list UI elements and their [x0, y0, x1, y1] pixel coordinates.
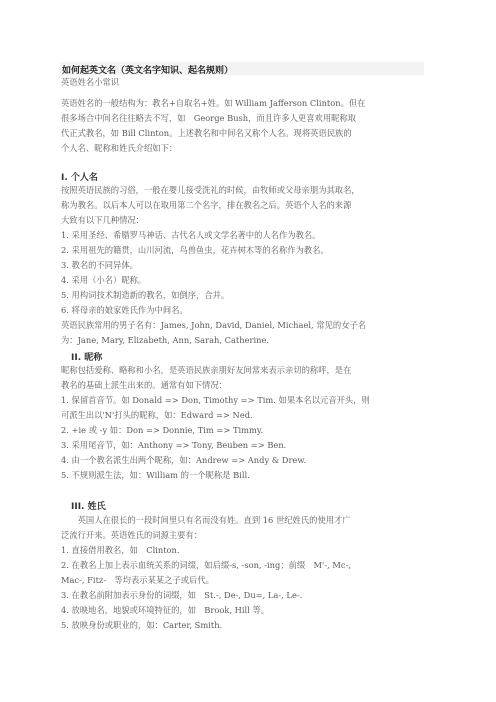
section2-line: 1. 保留首音节。如 Donald => Don, Timothy => Tim. 如果本名以元音开头，则 [61, 395, 370, 405]
intro-line: 很多场合中间名往往略去不写，如 George Bush，而且许多人更喜欢用昵称取 [61, 113, 357, 123]
section2-line: 3. 采用尾音节，如：Anthony => Tony, Beuben => Ben. [61, 440, 287, 450]
intro-line: 英语姓名的一般结构为：教名+自取名+姓。如 William Jafferson Clinton。但在 [61, 98, 366, 108]
document-subtitle: 英语姓名小常识 [61, 77, 120, 87]
section1-line: 大致有以下几种情况： [61, 215, 144, 225]
section1-line: 为：Jane, Mary, Elizabeth, Ann, Sarah, Catherine. [61, 335, 270, 345]
section-heading-surname: III. 姓氏 [71, 502, 106, 512]
section3-line: 5. 放映身份或职业的，如：Carter, Smith. [61, 620, 223, 630]
section3-line: 英国人在很长的一段时间里只有名而没有姓。直到 16 世纪姓氏的使用才广 [61, 515, 351, 525]
intro-line: 个人名、昵称和姓氏介绍如下： [61, 143, 178, 153]
intro-line: 代正式教名，如 Bill Clinton。上述教名和中间名又称个人名。现将英语民族的 [61, 128, 352, 138]
section-heading-nickname: II. 昵称 [71, 353, 103, 363]
section1-line: 5. 用构词技术制造新的教名，如倒序，合并。 [61, 290, 230, 300]
section3-line: 1. 直接借用教名，如 Clinton. [61, 545, 180, 555]
section2-line: 4. 由一个教名派生出两个昵称，如：Andrew => Andy & Drew. [61, 455, 307, 465]
section3-line: 泛流行开来。英语姓氏的词源主要有： [61, 530, 203, 540]
section2-line: 2. +ie 或 -y 如：Don => Donnie, Tim => Timmy. [61, 425, 264, 435]
section2-line: 昵称包括爱称、略称和小名，是英语民族亲朋好友间常来表示亲切的称呼，是在 [61, 365, 352, 375]
section1-line: 英语民族常用的男子名有：James, John, David, Daniel, Michael, 常见的女子名 [61, 320, 367, 330]
section3-line: 2. 在教名上加上表示血统关系的词缀，如后缀-s, -son, -ing；前缀 M'-, Mc-, [61, 560, 351, 570]
section1-line: 称为教名。以后本人可以在取用第二个名字，排在教名之后。英语个人名的来源 [61, 200, 352, 210]
document-title: 如何起英文名（英文名字知识、起名规则） [62, 66, 234, 76]
section3-line: 3. 在教名前附加表示身份的词缀，如 St.-, De-, Du=, La-, Le-. [61, 590, 303, 600]
section2-line: 5. 不规则派生法，如：William 的一个昵称是 Bill. [61, 470, 250, 480]
section1-line: 按照英语民族的习俗，一般在婴儿接受洗礼的时候，由牧师或父母亲朋为其取名， [61, 185, 360, 195]
section1-line: 3. 教名的不同异体。 [61, 260, 138, 270]
section1-line: 6. 将母亲的娘家姓氏作为中间名。 [61, 305, 188, 315]
section3-line: Mac-, Fitz- 等均表示某某之子或后代。 [61, 575, 214, 585]
section1-line: 2. 采用祖先的籍贯，山川河流，鸟兽鱼虫，花卉树木等的名称作为教名。 [61, 245, 329, 255]
section1-line: 4. 采用（小名）昵称。 [61, 275, 147, 285]
section2-line: 可派生出以'N'打头的昵称，如：Edward => Ned. [61, 410, 253, 420]
section-heading-personal-name: I. 个人名 [61, 173, 98, 183]
section3-line: 4. 放映地名，地貌或环境特征的，如 Brook, Hill 等。 [61, 605, 270, 615]
section2-line: 教名的基础上派生出来的。通常有如下情况： [61, 380, 227, 390]
section1-line: 1. 采用圣经、希腊罗马神话、古代名人或文学名著中的人名作为教名。 [61, 230, 321, 240]
